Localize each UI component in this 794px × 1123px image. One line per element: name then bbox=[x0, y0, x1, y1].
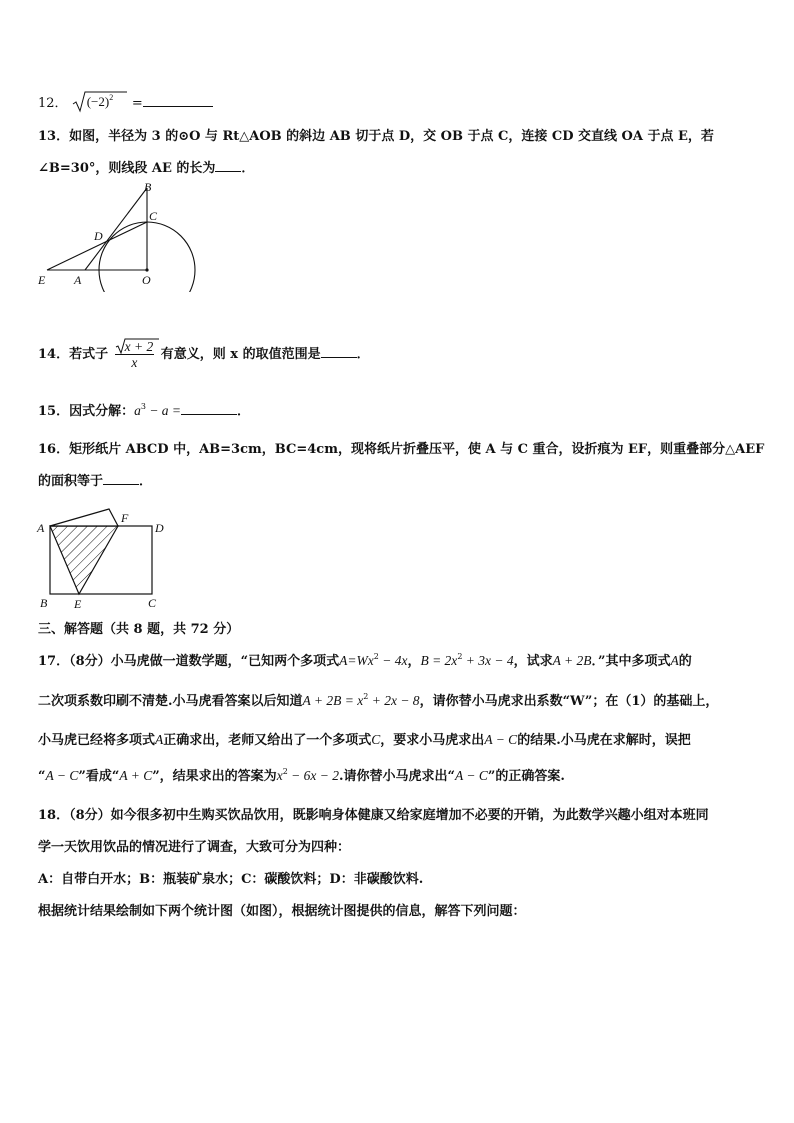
label-b: B bbox=[40, 596, 48, 610]
question-number: 12． bbox=[38, 96, 68, 111]
triangle-aef bbox=[50, 526, 118, 594]
question-15: 15．因式分解：$a^3 - a$ = ． bbox=[38, 402, 251, 419]
label-e: E bbox=[74, 597, 82, 611]
label-d: D bbox=[94, 229, 103, 243]
question-18-line-3: A：自带白开水；B：瓶装矿泉水；C：碳酸饮料；D：非碳酸饮料. bbox=[38, 872, 424, 887]
question-18-line-1: 18．（8分）如今很多初中生购买饮品饮用，既影响身体健康又给家庭增加不必要的开销，为此数学兴趣小组对本班同 bbox=[38, 808, 709, 823]
answer-blank bbox=[103, 474, 139, 485]
folded-rectangle-figure bbox=[34, 500, 174, 612]
fraction-expression: $\frac{x + 2}{x}$ bbox=[115, 339, 155, 370]
question-17-line-2: 二次项系数印刷不清楚.小马虎看答案以后知道$A + 2B = x^2 + 2x - 8$，请你替小马虎求出系数“W”；在（1）的基础上， bbox=[38, 692, 719, 709]
question-16-line-1: 16．矩形纸片 ABCD 中，AB=3cm，BC=4cm，现将纸片折叠压平，使 A 与 C 重合，设折痕为 EF，则重叠部分△AEF bbox=[38, 442, 765, 457]
square-root-expression bbox=[72, 90, 128, 114]
label-c: C bbox=[149, 209, 158, 223]
label-d: D bbox=[155, 521, 164, 535]
center-point bbox=[145, 268, 148, 271]
question-14: 14．若式子 $\frac{x + 2}{x}$ 有意义，则 x 的取值范围是 ． bbox=[38, 339, 370, 370]
question-16-line-2: 的面积等于 ． bbox=[38, 474, 153, 489]
radicand: $(-2)^2$ bbox=[86, 93, 114, 109]
equals-sign: = bbox=[131, 96, 143, 111]
question-13-line-2: ∠B=30°，则线段 AE 的长为 ． bbox=[38, 161, 255, 176]
label-e: E bbox=[38, 273, 46, 287]
label-c: C bbox=[148, 596, 157, 610]
question-17-line-4: “A − C”看成“A + C”，结果求出的答案为$x^2 - 6x - 2$.请你替小马虎求出“A − C”的正确答案. bbox=[38, 767, 565, 784]
question-13-line-1: 13．如图，半径为 3 的⊙O 与 Rt△AOB 的斜边 AB 切于点 D，交 OB 于点 C，连接 CD 交直线 OA 于点 E，若 bbox=[38, 129, 714, 144]
question-12 bbox=[38, 90, 213, 114]
question-17-line-1: 17．（8分）小马虎做一道数学题，“已知两个多项式$A=Wx^2 - 4x$，$B = 2x^2 + 3x - 4$，试求A + 2B．”其中多项式A的 bbox=[38, 652, 692, 669]
folded-flap bbox=[50, 509, 118, 526]
label-b: B bbox=[144, 180, 152, 194]
label-f: F bbox=[121, 511, 129, 525]
question-18-line-4: 根据统计结果绘制如下两个统计图（如图），根据统计图提供的信息，解答下列问题： bbox=[38, 904, 526, 919]
label-o: O bbox=[142, 273, 151, 287]
section-heading: 三、解答题（共 8 题，共 72 分） bbox=[38, 622, 240, 637]
radical-sign-icon bbox=[115, 338, 159, 354]
answer-blank bbox=[321, 347, 357, 358]
answer-blank bbox=[143, 96, 213, 107]
question-18-line-2: 学一天饮用饮品的情况进行了调查，大致可分为四种： bbox=[38, 840, 351, 855]
label-a: A bbox=[74, 273, 82, 287]
circle-tangent-figure bbox=[36, 180, 206, 292]
answer-blank bbox=[181, 404, 237, 415]
answer-blank bbox=[215, 161, 241, 172]
question-17-line-3: 小马虎已经将多项式A正确求出，老师又给出了一个多项式C，要求小马虎求出A − C的结果.小马虎在求解时，误把 bbox=[38, 732, 691, 748]
label-a: A bbox=[37, 521, 45, 535]
